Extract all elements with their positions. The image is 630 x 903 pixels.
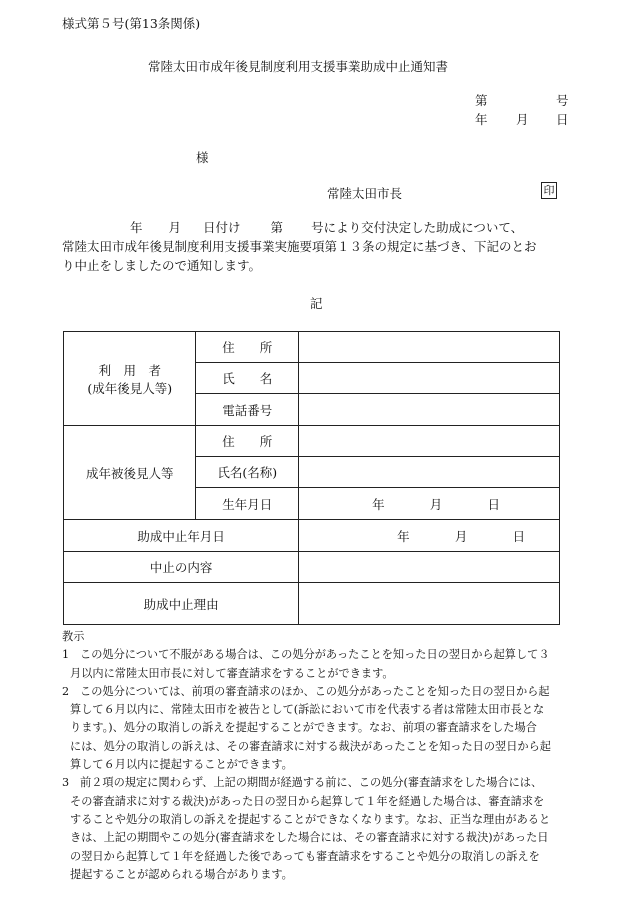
dob-month: 月 <box>429 496 443 512</box>
stop-year: 年 <box>397 528 410 544</box>
notes-section <box>62 628 582 884</box>
user-address-label: 住 所 <box>196 332 299 363</box>
ki-marker: 記 <box>310 296 323 311</box>
body-line3: り中止をしましたので通知します。 <box>62 258 262 273</box>
note-number: 2 <box>62 684 70 698</box>
body-dai: 第 <box>270 220 284 235</box>
note-item <box>62 683 582 774</box>
date-day: 日 <box>556 112 569 127</box>
stop-date-field[interactable] <box>299 520 560 552</box>
stop-reason-field[interactable] <box>299 583 560 625</box>
note-number: 3 <box>62 776 70 790</box>
note-text: の翌日から起算して１年を経過した後であっても審査請求をすることや処分の取消しの訴えを <box>70 849 540 863</box>
ward-dob-field[interactable] <box>299 488 560 520</box>
notes-heading: 教示 <box>62 630 85 643</box>
body-line2: 常陸太田市成年後見制度利用支援事業実施要項第１３条の規定に基づき、下記のとお <box>62 239 537 254</box>
note-number: 1 <box>62 648 70 662</box>
dob-day: 日 <box>487 496 501 512</box>
user-address-field[interactable] <box>299 332 560 363</box>
document-title: 常陸太田市成年後見制度利用支援事業助成中止通知書 <box>148 59 449 74</box>
body-month: 月 <box>168 220 182 235</box>
note-text: この処分について不服がある場合は、この処分があったことを知った日の翌日から起算して３ <box>80 648 550 662</box>
user-phone-label: 電話番号 <box>196 394 299 426</box>
note-text: ります。)、処分の取消しの訴えを提起することができます。なお、前項の審査請求をした場合 <box>70 721 537 735</box>
ward-address-label: 住 所 <box>196 426 299 457</box>
stop-reason-label: 助成中止理由 <box>64 583 299 625</box>
user-name-field[interactable] <box>299 363 560 394</box>
ward-dob-label: 生年月日 <box>196 488 299 520</box>
user-phone-field[interactable] <box>299 394 560 426</box>
body-rest1: 号により交付決定した助成について、 <box>311 220 524 235</box>
addressee-sama: 様 <box>196 150 209 165</box>
user-label-line1: 利 用 者 <box>98 362 161 378</box>
note-text: 算して６月以内に、常陸太田市を被告として(訴訟において市を代表する者は常陸太田市長とな <box>70 703 545 717</box>
date-month: 月 <box>516 112 529 127</box>
stop-day: 日 <box>512 528 526 544</box>
note-text: には、処分の取消しの訴えは、その審査請求に対する裁決があったことを知った日の翌日から起 <box>70 739 551 753</box>
note-text: 提起することが認められる場合があります。 <box>70 867 293 881</box>
doc-no-gou: 号 <box>556 93 569 108</box>
note-text: することや処分の取消しの訴えを提起することができなくなります。なお、正当な理由があると <box>70 812 551 826</box>
note-text: この処分については、前項の審査請求のほか、この処分があったことを知った日の翌日から起 <box>80 684 550 698</box>
body-paragraph <box>62 218 582 275</box>
body-year: 年 <box>130 220 143 235</box>
body-hizuke: 日付け <box>203 220 241 235</box>
stop-content-field[interactable] <box>299 552 560 583</box>
doc-no-dai: 第 <box>475 93 488 108</box>
ward-address-field[interactable] <box>299 426 560 457</box>
note-text: その審査請求に対する裁決)があった日の翌日から起算して１年を経過した場合は、審査請求を <box>70 794 545 808</box>
note-text: きは、上記の期間やこの処分(審査請求をした場合には、その審査請求に対する裁決)があった日 <box>70 831 549 845</box>
date-year: 年 <box>475 112 488 127</box>
note-text: 前２項の規定に関わらず、上記の期間が経過する前に、この処分(審査請求をした場合には、 <box>80 776 543 790</box>
form-number: 様式第５号(第13条関係) <box>62 16 201 31</box>
ward-group-label: 成年被後見人等 <box>64 426 196 520</box>
ward-name-label: 氏名(名称) <box>196 457 299 488</box>
note-text: 月以内に常陸太田市長に対して審査請求をすることができます。 <box>70 666 394 680</box>
note-item <box>62 774 582 884</box>
note-item <box>62 646 582 683</box>
stop-date-label: 助成中止年月日 <box>64 520 299 552</box>
note-text: 算して６月以内に提起することができます。 <box>70 758 293 772</box>
stop-month: 月 <box>454 528 468 544</box>
user-group-label <box>64 332 196 426</box>
ward-name-field[interactable] <box>299 457 560 488</box>
seal-box: 印 <box>541 182 557 199</box>
stop-content-label: 中止の内容 <box>64 552 299 583</box>
user-label-line2: (成年後見人等) <box>87 380 173 396</box>
user-name-label: 氏 名 <box>196 363 299 394</box>
dob-year: 年 <box>372 496 385 512</box>
issuer-name: 常陸太田市長 <box>327 186 403 201</box>
info-table <box>63 331 560 625</box>
